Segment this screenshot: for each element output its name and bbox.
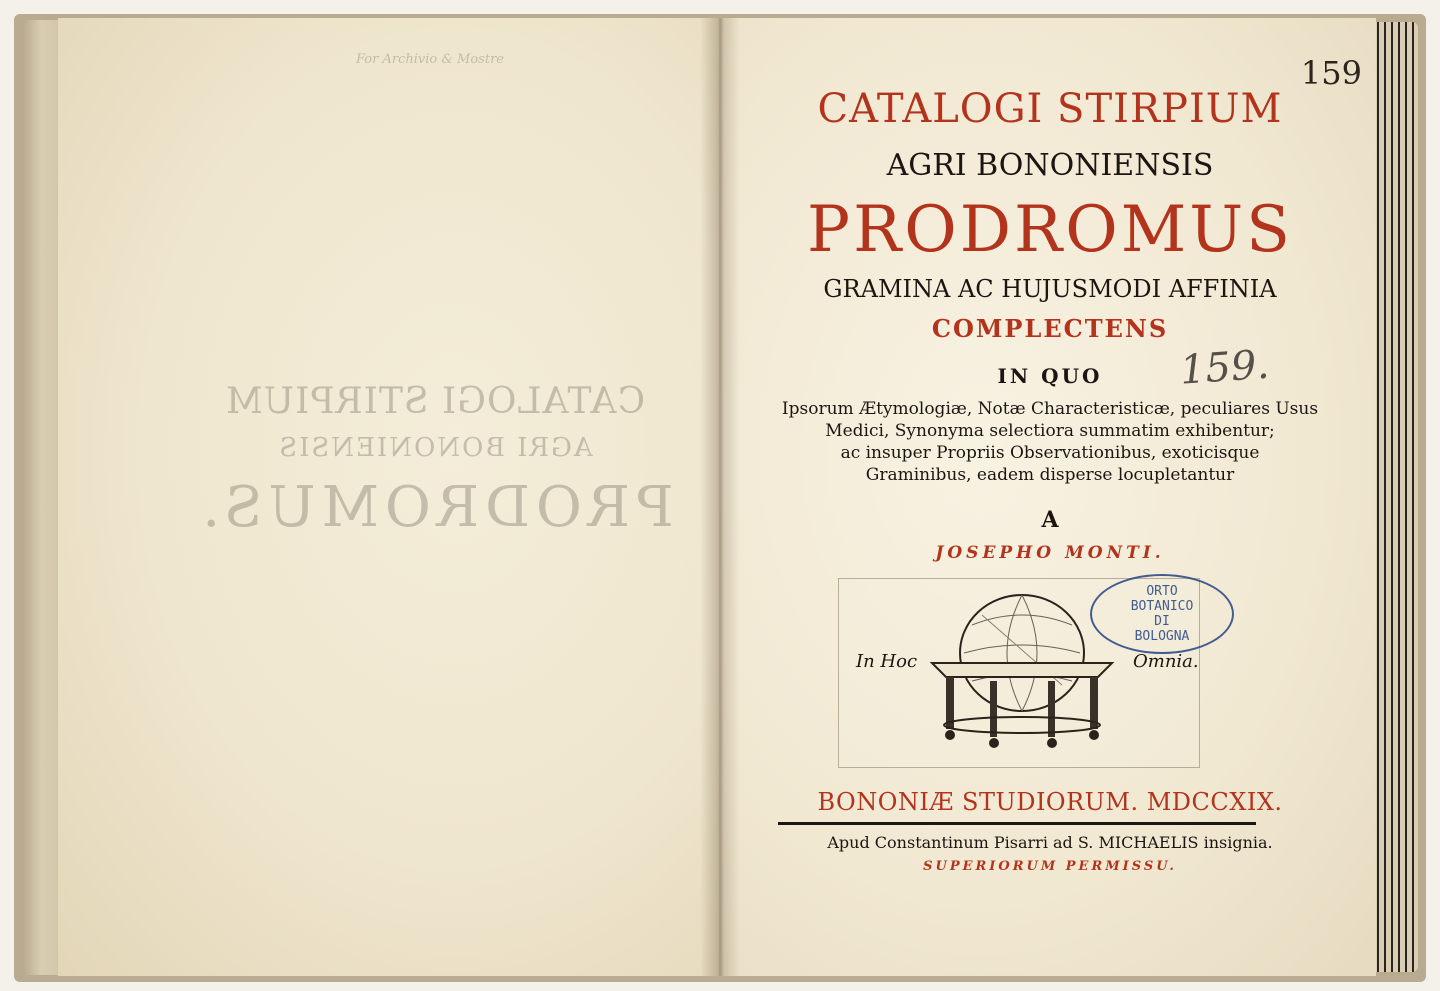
in-quo-line: IN QUO xyxy=(997,364,1103,388)
show-through-text xyxy=(170,380,700,544)
emblem-motto-left: In Hoc xyxy=(856,651,918,672)
title-line-3: PRODROMUS xyxy=(807,193,1293,267)
description-line: Ipsorum Ætymologiæ, Notæ Characteristicæ, peculiares Usus xyxy=(781,399,1319,419)
show-through-line-3: PRODROMUS. xyxy=(196,475,674,540)
handwritten-number: 159. xyxy=(1178,341,1271,394)
stamp-line-1: ORTO xyxy=(1146,584,1178,599)
printer-line: Apud Constantinum Pisarri ad S. MICHAELIS insignia. xyxy=(827,833,1273,852)
stamp-line-3: DI xyxy=(1154,614,1170,629)
complectens-line: COMPLECTENS xyxy=(931,314,1169,343)
author-name: JOSEPHO MONTI. xyxy=(935,543,1165,563)
permission-line: SUPERIORUM PERMISSU. xyxy=(923,859,1177,874)
library-stamp xyxy=(1090,574,1234,654)
imprint-line: BONONIÆ STUDIORUM. MDCCXIX. xyxy=(817,788,1283,816)
description-line: ac insuper Propriis Observationibus, exoticisque xyxy=(840,443,1260,463)
title-line-1: CATALOGI STIRPIUM xyxy=(817,86,1283,132)
description-line: Medici, Synonyma selectiora summatim exhibentur; xyxy=(825,421,1275,441)
emblem-motto-right: Omnia. xyxy=(1133,651,1199,672)
description-line: Graminibus, eadem disperse locupletantur xyxy=(865,465,1235,485)
title-line-2: AGRI BONONIENSIS xyxy=(886,148,1214,183)
show-through-line-1: CATALOGI STIRPIUM xyxy=(224,381,646,422)
pencil-note: For Archivio & Mostre xyxy=(355,52,504,67)
stamp-line-4: BOLOGNA xyxy=(1134,629,1190,644)
preposition-a: A xyxy=(1041,507,1059,533)
book-gutter xyxy=(700,18,740,976)
stamp-line-2: BOTANICO xyxy=(1130,599,1194,614)
subtitle: GRAMINA AC HUJUSMODI AFFINIA xyxy=(823,275,1277,303)
imprint-rule xyxy=(778,822,1256,825)
page-number: 159 xyxy=(1300,54,1362,92)
show-through-line-2: AGRI BONONIENSIS xyxy=(277,433,593,463)
page-edges xyxy=(1370,22,1418,972)
description-block xyxy=(740,398,1360,486)
